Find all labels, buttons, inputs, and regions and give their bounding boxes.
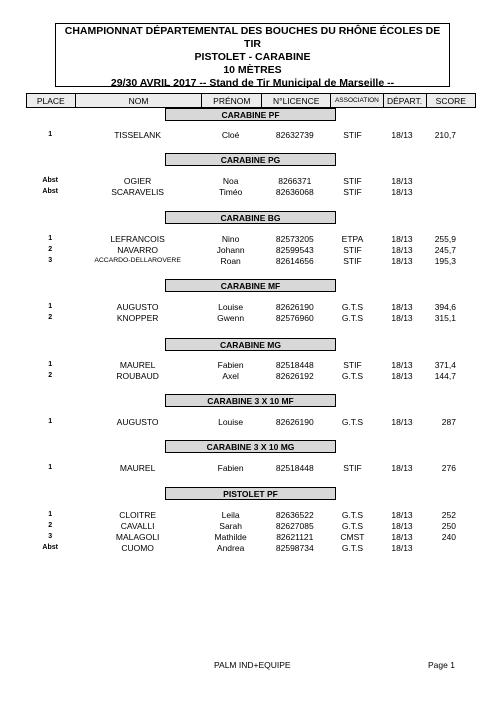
- row-score: 255,9: [434, 233, 456, 244]
- row-score: 252: [441, 509, 456, 520]
- section-header: CARABINE PF: [165, 108, 336, 121]
- row-association: STIF: [343, 255, 362, 266]
- row-score: 276: [441, 462, 456, 473]
- row-place: Abst: [42, 177, 58, 184]
- row-nom: AUGUSTO: [116, 416, 159, 427]
- row-association: ETPA: [341, 233, 364, 244]
- table-row: [26, 175, 476, 186]
- page-number: Page 1: [428, 660, 455, 670]
- row-association: STIF: [343, 462, 362, 473]
- row-depart: 18/13: [391, 462, 413, 473]
- row-nom: KNOPPER: [116, 312, 159, 323]
- row-nom: CLOITRE: [119, 509, 157, 520]
- col-header-depart: DÉPART.: [384, 94, 427, 107]
- row-place: 1: [48, 303, 53, 310]
- row-prenom: Fabien: [217, 462, 244, 473]
- table-row: [26, 233, 476, 244]
- col-header-place: PLACE: [27, 94, 76, 107]
- row-score: 287: [441, 416, 456, 427]
- row-score: 245,7: [434, 244, 456, 255]
- col-header-score: SCORE: [435, 95, 466, 106]
- row-prenom: Nino: [221, 233, 240, 244]
- row-depart: 18/13: [391, 359, 413, 370]
- section-header: CARABINE MF: [165, 279, 336, 292]
- row-prenom: Fabien: [217, 359, 244, 370]
- row-licence: 82614656: [275, 255, 314, 266]
- row-association: CMST: [340, 531, 365, 542]
- row-association: STIF: [343, 129, 362, 140]
- row-licence: 82598734: [275, 542, 314, 553]
- row-depart: 18/13: [391, 255, 413, 266]
- row-licence: 82636522: [275, 509, 314, 520]
- row-place: 1: [48, 511, 53, 518]
- col-header-licence: N°LICENCE: [262, 94, 331, 107]
- row-licence: 82599543: [275, 244, 314, 255]
- document-title-box: [55, 23, 450, 87]
- table-row: [26, 416, 476, 427]
- row-score: 315,1: [434, 312, 456, 323]
- table-row: [26, 462, 476, 473]
- row-depart: 18/13: [391, 175, 413, 186]
- row-licence: 8266371: [278, 175, 312, 186]
- row-nom: OGIER: [123, 175, 152, 186]
- row-licence: 82636068: [275, 186, 314, 197]
- row-prenom: Louise: [218, 301, 244, 312]
- row-association: STIF: [343, 175, 362, 186]
- row-depart: 18/13: [391, 312, 413, 323]
- row-place: 2: [48, 246, 53, 253]
- row-prenom: Mathilde: [214, 531, 247, 542]
- row-depart: 18/13: [391, 416, 413, 427]
- row-association: G.T.S: [341, 542, 364, 553]
- row-licence: 82573205: [275, 233, 314, 244]
- row-licence: 82621121: [276, 531, 314, 542]
- row-place: 1: [48, 235, 53, 242]
- table-row: [26, 244, 476, 255]
- row-prenom: Timéo: [218, 186, 243, 197]
- title-line-3: 10 MÈTRES: [223, 64, 282, 76]
- row-depart: 18/13: [391, 509, 413, 520]
- row-prenom: Leila: [221, 509, 240, 520]
- row-depart: 18/13: [391, 186, 413, 197]
- row-association: STIF: [343, 359, 362, 370]
- row-nom: MALAGOLI: [115, 531, 160, 542]
- row-place: Abst: [42, 188, 58, 195]
- table-row: [26, 359, 476, 370]
- row-place: 1: [48, 464, 53, 471]
- col-header-prenom: PRÉNOM: [202, 94, 262, 107]
- table-row: [26, 531, 476, 542]
- row-prenom: Axel: [222, 370, 239, 381]
- footer-label: PALM IND+EQUIPE: [214, 660, 291, 670]
- row-nom: CAVALLI: [120, 520, 155, 531]
- row-score: 210,7: [434, 129, 456, 140]
- row-association: G.T.S: [341, 312, 364, 323]
- row-prenom: Louise: [218, 416, 244, 427]
- table-row: [26, 520, 476, 531]
- col-header-nom: NOM: [76, 94, 203, 107]
- row-place: Abst: [42, 544, 58, 551]
- row-nom: TISSELANK: [114, 129, 161, 140]
- section-header: CARABINE BG: [165, 211, 336, 224]
- row-depart: 18/13: [391, 542, 413, 553]
- row-place: 1: [48, 361, 53, 368]
- section-header: PISTOLET PF: [165, 487, 336, 500]
- row-place: 1: [48, 131, 53, 138]
- row-licence: 82626190: [275, 416, 314, 427]
- row-place: 3: [48, 257, 53, 264]
- row-place: 2: [48, 372, 53, 379]
- row-licence: 82632739: [275, 129, 314, 140]
- row-depart: 18/13: [391, 129, 413, 140]
- table-row: [26, 129, 476, 140]
- table-row: [26, 312, 476, 323]
- row-nom: ROUBAUD: [116, 370, 159, 381]
- row-association: STIF: [343, 244, 362, 255]
- table-row: [26, 370, 476, 381]
- row-depart: 18/13: [391, 233, 413, 244]
- table-row: [26, 301, 476, 312]
- row-score: 195,3: [434, 255, 456, 266]
- row-prenom: Noa: [222, 175, 239, 186]
- row-prenom: Johann: [216, 244, 245, 255]
- title-line-1: CHAMPIONNAT DÉPARTEMENTAL DES BOUCHES DU RHÔNE ÉCOLES DE TIR: [64, 25, 441, 50]
- row-prenom: Roan: [220, 255, 241, 266]
- row-nom: CUOMO: [121, 542, 154, 553]
- row-association: G.T.S: [341, 520, 364, 531]
- row-score: 250: [441, 520, 456, 531]
- row-depart: 18/13: [391, 301, 413, 312]
- row-association: STIF: [343, 186, 362, 197]
- row-score: 371,4: [434, 359, 456, 370]
- row-licence: 82626192: [275, 370, 314, 381]
- row-score: 144,7: [434, 370, 456, 381]
- row-association: G.T.S: [341, 301, 364, 312]
- table-row: [26, 186, 476, 197]
- row-prenom: Gwenn: [217, 312, 245, 323]
- row-association: G.T.S: [341, 416, 364, 427]
- row-nom: LEFRANCOIS: [110, 233, 165, 244]
- row-prenom: Cloé: [221, 129, 240, 140]
- row-depart: 18/13: [391, 370, 413, 381]
- row-nom: ACCARDO-DELLAROVERE: [94, 257, 181, 264]
- row-place: 2: [48, 522, 53, 529]
- row-depart: 18/13: [391, 531, 413, 542]
- table-row: [26, 255, 476, 266]
- row-licence: 82576960: [275, 312, 314, 323]
- table-row: [26, 542, 476, 553]
- row-score: [424, 542, 476, 553]
- section-header: CARABINE 3 X 10 MG: [165, 440, 336, 453]
- row-prenom: Andrea: [216, 542, 245, 553]
- row-nom: MAUREL: [119, 462, 156, 473]
- row-licence: 82627085: [275, 520, 314, 531]
- row-nom: MAUREL: [119, 359, 156, 370]
- row-depart: 18/13: [391, 520, 413, 531]
- row-association: G.T.S: [341, 509, 364, 520]
- row-place: 3: [48, 533, 53, 540]
- row-score: 240: [441, 531, 456, 542]
- row-place: 1: [48, 418, 53, 425]
- row-score: [424, 175, 476, 186]
- row-score: [424, 186, 476, 197]
- row-depart: 18/13: [391, 244, 413, 255]
- row-prenom: Sarah: [219, 520, 242, 531]
- title-line-2: PISTOLET - CARABINE: [194, 51, 311, 63]
- row-licence: 82626190: [275, 301, 314, 312]
- table-row: [26, 509, 476, 520]
- section-header: CARABINE 3 X 10 MF: [165, 394, 336, 407]
- row-score: 394,6: [434, 301, 456, 312]
- row-licence: 82518448: [275, 462, 314, 473]
- row-nom: NAVARRO: [117, 244, 158, 255]
- row-nom: AUGUSTO: [116, 301, 159, 312]
- results-table-header: [26, 93, 476, 108]
- col-header-association: ASSOCIATION: [331, 94, 383, 107]
- row-licence: 82518448: [275, 359, 314, 370]
- row-place: 2: [48, 314, 53, 321]
- row-association: G.T.S: [341, 370, 364, 381]
- section-header: CARABINE PG: [165, 153, 336, 166]
- section-header: CARABINE MG: [165, 338, 336, 351]
- row-nom: SCARAVELIS: [111, 186, 164, 197]
- title-line-4: 29/30 AVRIL 2017 -- Stand de Tir Municipal de Marseille --: [110, 77, 395, 89]
